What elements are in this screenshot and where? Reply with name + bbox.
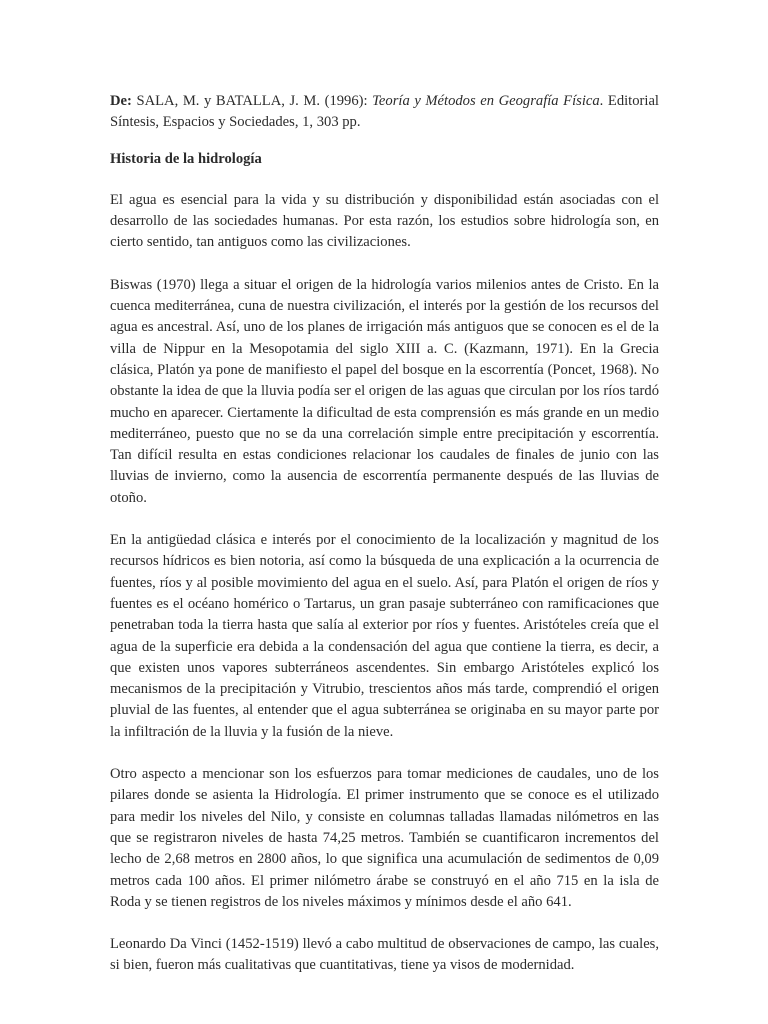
paragraph-3: En la antigüedad clásica e interés por el conocimiento de la localización y magnitud de los recursos hídricos es bien notoria, así como la búsqueda de una explicación a la ocurrencia de fuentes, ríos y al posible movimiento del agua en el suelo. Así, para Platón el origen de ríos y fuentes es el océano homérico o Tartarus, un gran pasaje subterráneo con ramificaciones que penetraban toda la tierra hasta que salía al exterior por ríos y fuentes. Aristóteles creía que el agua de la superficie era debida a la condensación del agua que contiene la tierra, es decir, a que existen unos vapores subterráneos ascendentes. Sin embargo Aristóteles explicó los mecanismos de la precipitación y Vitrubio, trescientos años más tarde, comprendió el origen pluvial de las fuentes, al entender que el agua subterránea se originaba en su mayor parte por la infiltración de la lluvia y la fusión de la nieve. — [110, 532, 659, 740]
paragraph-2: Biswas (1970) llega a situar el origen de la hidrología varios milenios antes de Cristo. En la cuenca mediterránea, cuna de nuestra civilización, el interés por la gestión de los recursos del agua es ancestral. Así, uno de los planes de irrigación más antiguos que se conocen es el de la villa de Nippur en la Mesopotamia del siglo XIII a. C. (Kazmann, 1971). En la Grecia clásica, Platón ya pone de manifiesto el papel del bosque en la escorrentía (Poncet, 1968). No obstante la idea de que la lluvia podía ser el origen de las aguas que circulan por los ríos tardó mucho en aparecer. Ciertamente la dificultad de esta comprensión es más grande en un medio mediterráneo, puesto que no se da una correlación simple entre precipitación y escorrentía. Tan difícil resulta en estas condiciones relacionar los caudales de finales de junio con las lluvias de invierno, como la ausencia de escorrentía permanente después de las lluvias de otoño. — [110, 276, 659, 506]
paragraph-5: Leonardo Da Vinci (1452-1519) llevó a cabo multitud de observaciones de campo, las cuales, si bien, fueron más cualitativas que cuantitativas, tiene ya visos de modernidad. — [110, 936, 659, 974]
citation — [110, 91, 659, 134]
paragraph-1: El agua es esencial para la vida y su distribución y disponibilidad están asociadas con el desarrollo de las sociedades humanas. Por esta razón, los estudios sobre hidrología son, en cierto sentido, tan antiguos como las civilizaciones. — [110, 191, 659, 251]
citation-publisher: . Editorial Síntesis, Espacios y Sociedades, 1, 303 pp. — [110, 93, 659, 131]
citation-label: De: — [110, 93, 132, 109]
section-heading: Historia de la hidrología — [110, 150, 262, 167]
citation-title: Teoría y Métodos en Geografía Física — [372, 93, 600, 109]
document-body — [110, 91, 659, 977]
citation-authors-year: SALA, M. y BATALLA, J. M. (1996): — [131, 93, 373, 109]
paragraph-4: Otro aspecto a mencionar son los esfuerzos para tomar mediciones de caudales, uno de los pilares donde se asienta la Hidrología. El primer instrumento que se conoce es el utilizado para medir los niveles del Nilo, y consiste en columnas talladas llamadas nilómetros en las que se registraron niveles de hasta 74,25 metros. También se cuantificaron incrementos del lecho de 2,68 metros en 2800 años, lo que significa una acumulación de sedimentos de 0,09 metros cada 100 años. El primer nilómetro árabe se construyó en el año 715 en la isla de Roda y se tienen registros de los niveles máximos y mínimos desde el año 641. — [110, 766, 659, 910]
